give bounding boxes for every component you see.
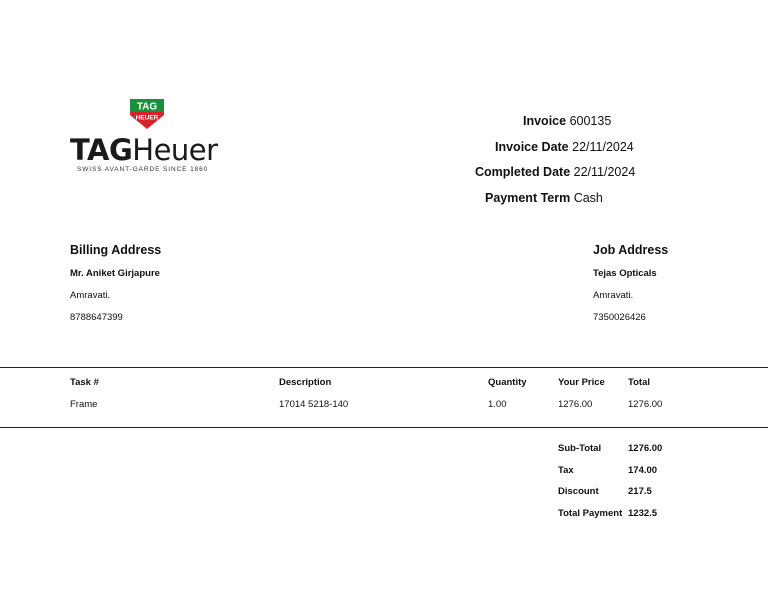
- header-total: Total: [628, 377, 650, 388]
- total-payment-label: Total Payment: [558, 508, 623, 519]
- brand-tagline: SWISS AVANT-GARDE SINCE 1860: [77, 166, 209, 173]
- tax-label: Tax: [558, 465, 574, 476]
- header-task: Task #: [70, 377, 99, 388]
- billing-phone: 8788647399: [70, 312, 123, 323]
- billing-address-title: Billing Address: [70, 243, 162, 257]
- job-address-title: Job Address: [593, 243, 669, 257]
- invoice-number-value: 600135: [569, 114, 612, 128]
- payment-term-row: [485, 191, 603, 205]
- total-payment-value: 1232.5: [628, 508, 658, 519]
- tag-heuer-shield-logo: [129, 98, 165, 130]
- discount-label: Discount: [558, 486, 599, 497]
- tax-value: 174.00: [628, 465, 658, 476]
- table-top-rule: [0, 367, 768, 368]
- shield-bottom-text: HEUER: [135, 114, 159, 122]
- table-bottom-rule: [0, 427, 768, 428]
- brand-wordmark: [70, 133, 218, 167]
- completed-date-row: [475, 165, 635, 179]
- completed-date-value: 22/11/2024: [573, 165, 636, 179]
- job-name: Tejas Opticals: [593, 268, 657, 279]
- billing-city: Amravati.: [70, 290, 111, 301]
- payment-term-label: Payment Term: [485, 191, 571, 205]
- subtotal-value: 1276.00: [628, 443, 663, 454]
- invoice-number-label: Invoice: [523, 114, 567, 128]
- payment-term-value: Cash: [573, 191, 603, 205]
- cell-description: 17014 5218-140: [279, 399, 349, 410]
- discount-value: 217.5: [628, 486, 652, 497]
- invoice-date-row: [495, 140, 634, 154]
- subtotal-label: Sub-Total: [558, 443, 602, 454]
- cell-task: Frame: [70, 399, 98, 410]
- header-quantity: Quantity: [488, 377, 527, 388]
- job-phone: 7350026426: [593, 312, 646, 323]
- invoice-date-label: Invoice Date: [495, 140, 569, 154]
- cell-total: 1276.00: [628, 399, 663, 410]
- billing-name: Mr. Aniket Girjapure: [70, 268, 160, 279]
- header-description: Description: [279, 377, 332, 388]
- invoice-date-value: 22/11/2024: [572, 140, 634, 154]
- cell-quantity: 1.00: [488, 399, 507, 410]
- shield-top-text: TAG: [136, 101, 158, 113]
- completed-date-label: Completed Date: [475, 165, 571, 179]
- brand-word-bold: TAG: [70, 133, 133, 167]
- brand-word-light: Heuer: [132, 133, 218, 167]
- cell-your-price: 1276.00: [558, 399, 593, 410]
- job-city: Amravati.: [593, 290, 634, 301]
- invoice-number-row: [523, 114, 611, 128]
- header-your-price: Your Price: [558, 377, 605, 388]
